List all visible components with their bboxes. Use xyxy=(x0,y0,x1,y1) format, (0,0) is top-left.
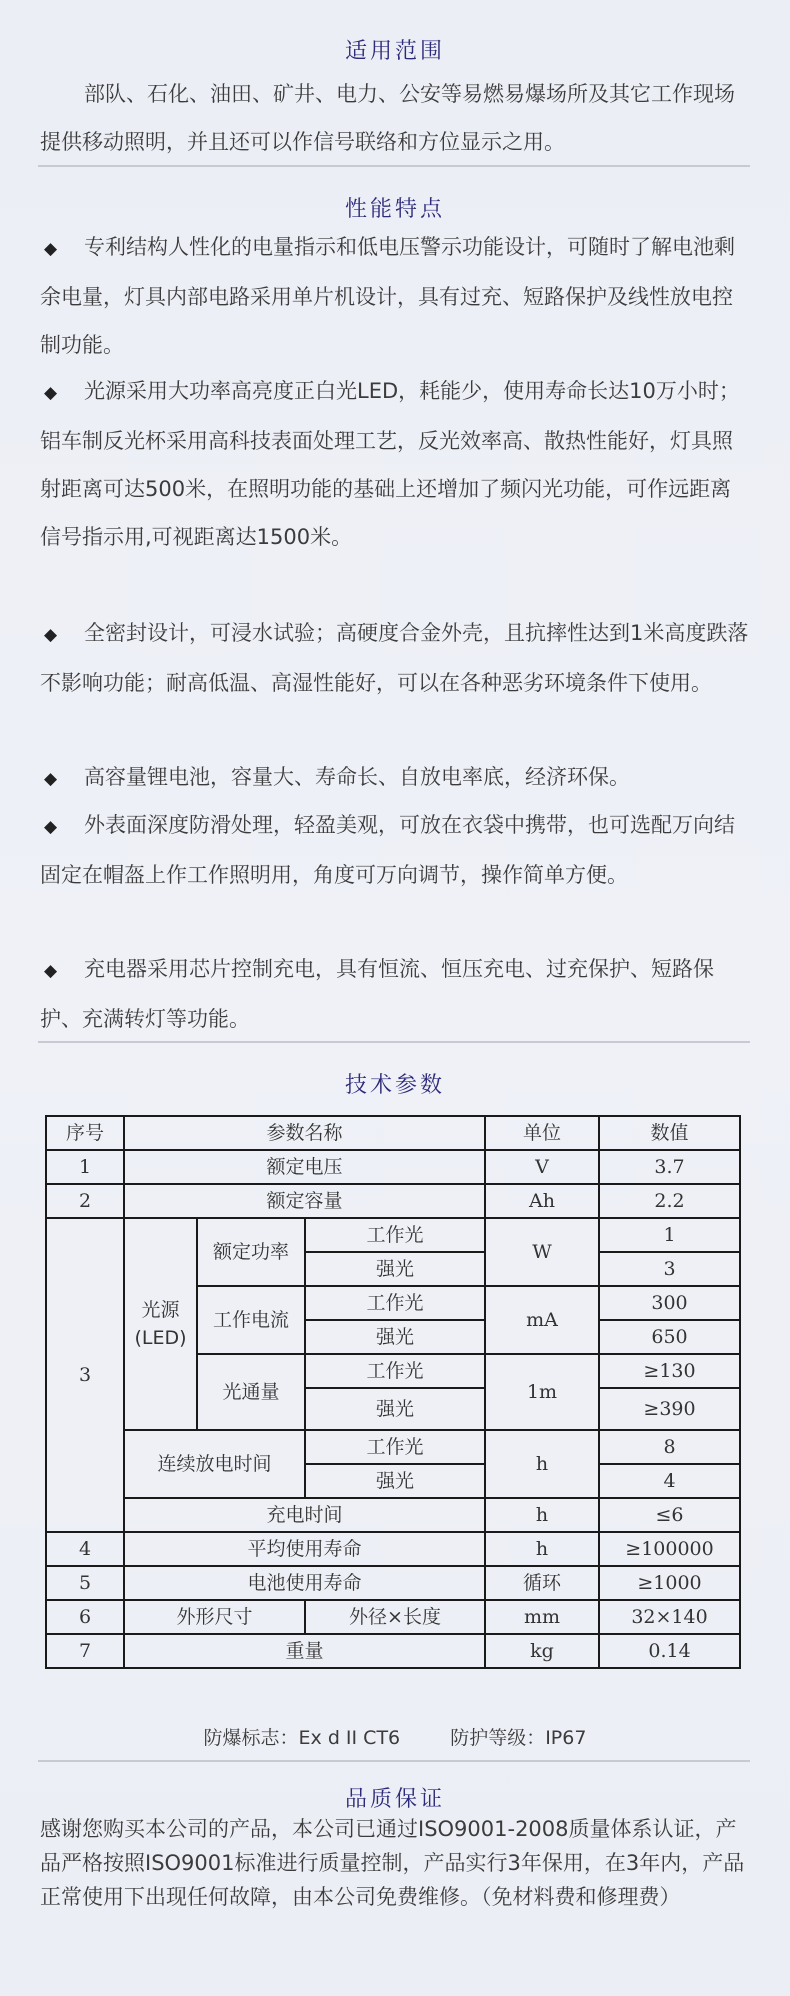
light-source-label: 光源(LED) xyxy=(124,1218,197,1430)
diamond-bullet-icon: ◆ xyxy=(44,961,58,981)
header-value: 数值 xyxy=(599,1116,740,1150)
row-name: 平均使用寿命 xyxy=(124,1532,485,1566)
row-value: 2.2 xyxy=(599,1184,740,1218)
row-name: 额定电压 xyxy=(124,1150,485,1184)
rated-power-label: 额定功率 xyxy=(197,1218,305,1286)
row-no: 5 xyxy=(46,1566,124,1600)
table-row xyxy=(46,1150,740,1184)
row-unit: 循环 xyxy=(485,1566,599,1600)
row-no: 6 xyxy=(46,1600,124,1634)
row-unit: W xyxy=(485,1218,599,1286)
table-row xyxy=(46,1498,740,1532)
row-value: ≥130 xyxy=(599,1354,740,1388)
divider xyxy=(38,1041,750,1043)
row-value: 650 xyxy=(599,1320,740,1354)
quality-title: 品质保证 xyxy=(344,1787,445,1812)
row-value: 4 xyxy=(599,1464,740,1498)
features-title: 性能特点 xyxy=(344,197,445,222)
work-light-label: 工作光 xyxy=(305,1218,485,1252)
feature-item xyxy=(40,801,752,899)
row-unit: mm xyxy=(485,1600,599,1634)
row-no: 2 xyxy=(46,1184,124,1218)
feature-item xyxy=(40,945,752,1043)
row-value: 3.7 xyxy=(599,1150,740,1184)
row-value: 8 xyxy=(599,1430,740,1464)
feature-text: 外表面深度防滑处理，轻盈美观，可放在衣袋中携带，也可选配万向结固定在帽盔上作工作照明用，角度可万向调节，操作简单方便。 xyxy=(40,813,735,887)
row-no: 1 xyxy=(46,1150,124,1184)
row-name: 额定容量 xyxy=(124,1184,485,1218)
diamond-bullet-icon: ◆ xyxy=(44,625,58,645)
scope-title: 适用范围 xyxy=(344,39,445,64)
row-unit: h xyxy=(485,1430,599,1498)
divider xyxy=(38,165,750,167)
luminous-flux-label: 光通量 xyxy=(197,1354,305,1430)
row-unit: h xyxy=(485,1532,599,1566)
table-row xyxy=(46,1218,740,1252)
table-row xyxy=(46,1566,740,1600)
table-row xyxy=(46,1600,740,1634)
row-value: ≥390 xyxy=(599,1388,740,1430)
row-value: 32×140 xyxy=(599,1600,740,1634)
row-value: 3 xyxy=(599,1252,740,1286)
row-name: 外形尺寸 xyxy=(124,1600,305,1634)
row-unit: kg xyxy=(485,1634,599,1668)
explosion-mark: 防爆标志：Ex d II CT6 xyxy=(203,1727,401,1749)
row-value: 300 xyxy=(599,1286,740,1320)
row-unit: 1m xyxy=(485,1354,599,1430)
row-unit: Ah xyxy=(485,1184,599,1218)
row-value: ≥100000 xyxy=(599,1532,740,1566)
row-no: 4 xyxy=(46,1532,124,1566)
feature-text: 充电器采用芯片控制充电，具有恒流、恒压充电、过充保护、短路保护、充满转灯等功能。 xyxy=(40,957,714,1031)
protection-level: 防护等级：IP67 xyxy=(450,1727,587,1749)
diamond-bullet-icon: ◆ xyxy=(44,239,58,259)
feature-text: 光源采用大功率高亮度正白光LED，耗能少，使用寿命长达10万小时；铝车制反光杯采用高科技表面处理工艺，反光效率高、散热性能好，灯具照射距离可达500米，在照明功能的基础上还增加了频闪光功能，可作远距离信号指示用,可视距离达1500米。 xyxy=(40,379,740,549)
charge-time-label: 充电时间 xyxy=(124,1498,485,1532)
row-name: 重量 xyxy=(124,1634,485,1668)
strong-light-label: 强光 xyxy=(305,1252,485,1286)
feature-item xyxy=(40,609,752,707)
row-value: ≤6 xyxy=(599,1498,740,1532)
table-row xyxy=(46,1532,740,1566)
strong-light-label: 强光 xyxy=(305,1320,485,1354)
feature-item xyxy=(40,223,752,369)
diamond-bullet-icon: ◆ xyxy=(44,769,58,789)
work-light-label: 工作光 xyxy=(305,1354,485,1388)
row-unit: V xyxy=(485,1150,599,1184)
certification-line xyxy=(0,1723,790,1750)
feature-item xyxy=(40,753,752,803)
row-name: 电池使用寿命 xyxy=(124,1566,485,1600)
tech-params-table xyxy=(45,1115,741,1669)
row-unit: h xyxy=(485,1498,599,1532)
header-name: 参数名称 xyxy=(124,1116,485,1150)
table-row xyxy=(46,1634,740,1668)
table-row xyxy=(46,1430,740,1464)
scope-text: 部队、石化、油田、矿井、电力、公安等易燃易爆场所及其它工作现场提供移动照明，并且还可以作信号联络和方位显示之用。 xyxy=(40,82,735,154)
row-value: 0.14 xyxy=(599,1634,740,1668)
working-current-label: 工作电流 xyxy=(197,1286,305,1354)
row-value: 1 xyxy=(599,1218,740,1252)
feature-text: 高容量锂电池，容量大、寿命长、自放电率底，经济环保。 xyxy=(84,765,630,789)
row-value: ≥1000 xyxy=(599,1566,740,1600)
header-unit: 单位 xyxy=(485,1116,599,1150)
row-unit: mA xyxy=(485,1286,599,1354)
feature-text: 全密封设计，可浸水试验；高硬度合金外壳，且抗摔性达到1米高度跌落不影响功能；耐高低温、高湿性能好，可以在各种恶劣环境条件下使用。 xyxy=(40,621,749,695)
work-light-label: 工作光 xyxy=(305,1430,485,1464)
strong-light-label: 强光 xyxy=(305,1464,485,1498)
quality-text: 感谢您购买本公司的产品，本公司已通过ISO9001-2008质量体系认证，产品严格按照ISO9001标准进行质量控制，产品实行3年保用，在3年内，产品正常使用下出现任何故障，由本公司免费维修。（免材料费和修理费） xyxy=(40,1817,745,1909)
diamond-bullet-icon: ◆ xyxy=(44,817,58,837)
tech-title: 技术参数 xyxy=(344,1073,445,1098)
work-light-label: 工作光 xyxy=(305,1286,485,1320)
feature-item xyxy=(40,367,752,561)
table-row xyxy=(46,1184,740,1218)
strong-light-label: 强光 xyxy=(305,1388,485,1430)
row-no: 3 xyxy=(46,1218,124,1532)
header-no: 序号 xyxy=(46,1116,124,1150)
diamond-bullet-icon: ◆ xyxy=(44,383,58,403)
feature-text: 专利结构人性化的电量指示和低电压警示功能设计，可随时了解电池剩余电量，灯具内部电路采用单片机设计，具有过充、短路保护及线性放电控制功能。 xyxy=(40,235,735,357)
row-no: 7 xyxy=(46,1634,124,1668)
table-header-row xyxy=(46,1116,740,1150)
row-sub-name: 外径×长度 xyxy=(305,1600,485,1634)
discharge-time-label: 连续放电时间 xyxy=(124,1430,305,1498)
divider xyxy=(38,1760,750,1762)
